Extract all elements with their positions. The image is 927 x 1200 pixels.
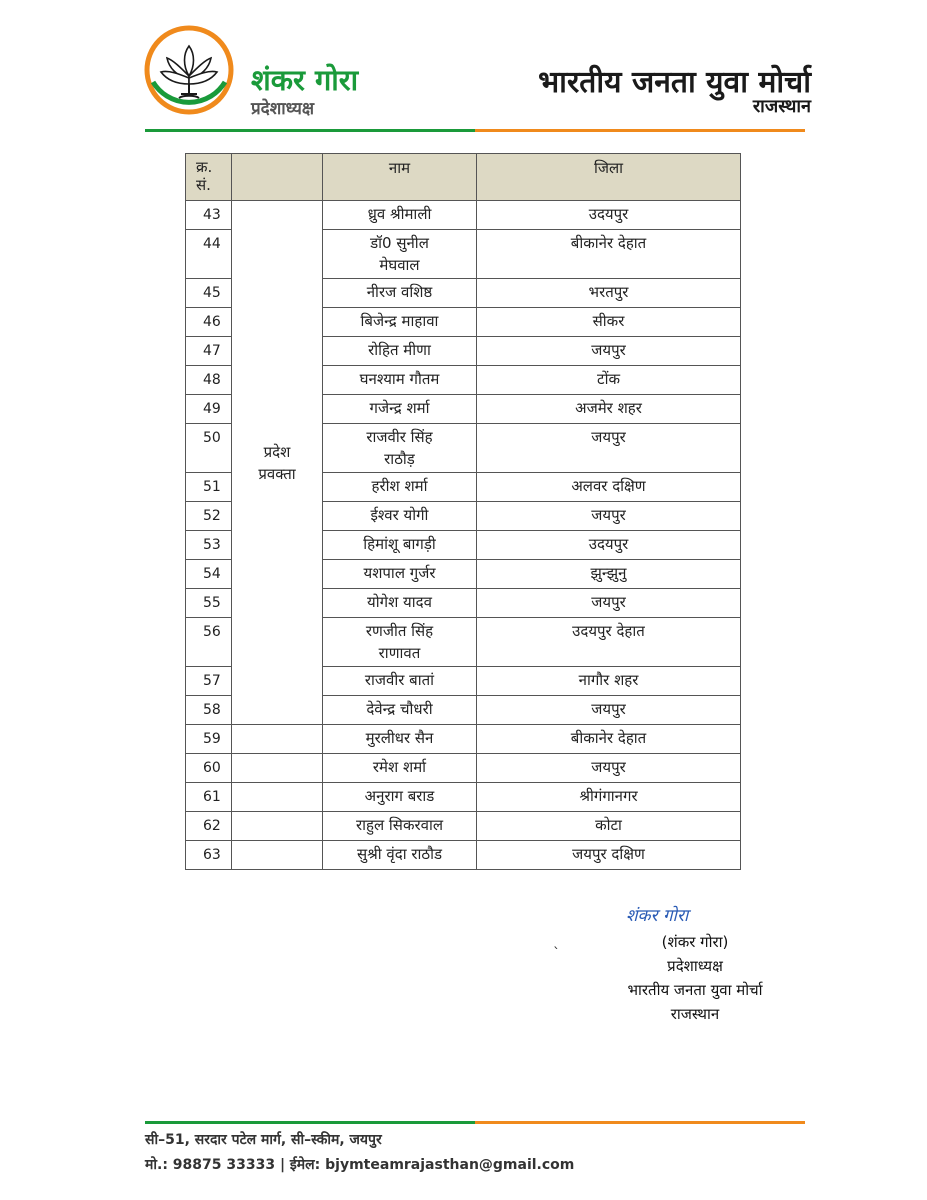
- district-cell: भरतपुर: [477, 279, 741, 308]
- table-row: [186, 841, 741, 870]
- org-name: भारतीय जनता युवा मोर्चा: [538, 65, 811, 100]
- category-cell: [232, 201, 323, 725]
- footer-address: सी–51, सरदार पटेल मार्ग, सी–स्कीम, जयपुर: [145, 1132, 382, 1148]
- serial-number-cell: 59: [186, 725, 232, 754]
- serial-number-cell: 51: [186, 473, 232, 502]
- serial-number-cell: 58: [186, 696, 232, 725]
- name-line: हिमांशू बागड़ी: [363, 535, 436, 553]
- district-cell: उदयपुर: [477, 201, 741, 230]
- name-cell: [323, 754, 477, 783]
- name-cell: [323, 502, 477, 531]
- serial-number-header-line: क्र.: [196, 158, 213, 176]
- serial-number-cell: 47: [186, 337, 232, 366]
- name-line: डॉ0 सुनील: [370, 234, 429, 252]
- name-line: योगेश यादव: [367, 593, 432, 611]
- category-cell-empty: [232, 812, 323, 841]
- name-cell: [323, 812, 477, 841]
- name-cell: [323, 560, 477, 589]
- leader-post: प्रदेशाध्यक्ष: [251, 99, 315, 119]
- category-label-line: प्रवक्ता: [258, 464, 296, 483]
- serial-number-cell: 50: [186, 424, 232, 473]
- serial-number-cell: 57: [186, 667, 232, 696]
- serial-number-cell: 45: [186, 279, 232, 308]
- name-line: मेघवाल: [379, 256, 420, 274]
- name-line: राजवीर बातां: [364, 671, 435, 689]
- table-row: [186, 754, 741, 783]
- name-line: ध्रुव श्रीमाली: [367, 205, 432, 223]
- district-cell: सीकर: [477, 308, 741, 337]
- serial-number-cell: 55: [186, 589, 232, 618]
- name-cell: [323, 424, 477, 473]
- district-cell: बीकानेर देहात: [477, 725, 741, 754]
- name-cell: [323, 308, 477, 337]
- district-cell: उदयपुर: [477, 531, 741, 560]
- name-line: रोहित मीणा: [368, 341, 431, 359]
- lotus-logo-icon: [143, 24, 235, 116]
- signature-line: राजस्थान: [670, 1005, 720, 1023]
- table-row: [186, 201, 741, 230]
- name-line: ईश्वर योगी: [370, 506, 429, 524]
- category-label-line: प्रदेश: [263, 442, 291, 461]
- name-line: देवेन्द्र चौधरी: [366, 700, 433, 718]
- name-line: रमेश शर्मा: [372, 758, 427, 776]
- header-rule-orange: [475, 129, 805, 132]
- name-line: राणावत: [378, 644, 421, 662]
- signature-line: (शंकर गोरा): [661, 933, 729, 951]
- name-cell: [323, 783, 477, 812]
- serial-number-cell: 54: [186, 560, 232, 589]
- name-cell: [323, 337, 477, 366]
- name-cell: [323, 696, 477, 725]
- signature-line: भारतीय जनता युवा मोर्चा: [627, 981, 763, 999]
- district-cell: श्रीगंगानगर: [477, 783, 741, 812]
- name-line: घनश्याम गौतम: [359, 370, 440, 388]
- signature-scrawl: शंकर गोरा: [626, 906, 689, 926]
- district-cell: जयपुर: [477, 589, 741, 618]
- name-cell: [323, 279, 477, 308]
- footer-rule-orange: [475, 1121, 805, 1124]
- table-row: [186, 725, 741, 754]
- header-rule-green: [145, 129, 475, 132]
- name-line: मुरलीधर सैन: [365, 729, 434, 747]
- name-cell: [323, 667, 477, 696]
- district-cell: जयपुर: [477, 502, 741, 531]
- name-cell: [323, 725, 477, 754]
- name-line: यशपाल गुर्जर: [363, 564, 436, 582]
- name-cell: [323, 618, 477, 667]
- district-cell: अजमेर शहर: [477, 395, 741, 424]
- name-line: राजवीर सिंह: [366, 428, 433, 446]
- name-line: गजेन्द्र शर्मा: [369, 399, 430, 417]
- name-cell: [323, 230, 477, 279]
- district-header: जिला: [477, 154, 741, 201]
- name-line: राहुल सिकरवाल: [356, 816, 443, 834]
- serial-number-cell: 61: [186, 783, 232, 812]
- serial-number-cell: 49: [186, 395, 232, 424]
- serial-number-cell: 43: [186, 201, 232, 230]
- category-header: [232, 154, 323, 201]
- category-cell-empty: [232, 725, 323, 754]
- name-cell: [323, 589, 477, 618]
- district-cell: नागौर शहर: [477, 667, 741, 696]
- district-cell: जयपुर: [477, 337, 741, 366]
- serial-number-cell: 44: [186, 230, 232, 279]
- serial-number-cell: 56: [186, 618, 232, 667]
- district-cell: कोटा: [477, 812, 741, 841]
- district-cell: बीकानेर देहात: [477, 230, 741, 279]
- serial-number-cell: 52: [186, 502, 232, 531]
- district-cell: जयपुर: [477, 424, 741, 473]
- serial-number-cell: 53: [186, 531, 232, 560]
- name-cell: [323, 395, 477, 424]
- name-cell: [323, 531, 477, 560]
- serial-number-cell: 63: [186, 841, 232, 870]
- serial-number-header-line: सं.: [196, 176, 211, 194]
- name-line: अनुराग बराड: [364, 787, 435, 805]
- footer-contact: मो.: 98875 33333 | ईमेल: bjymteamrajasthan@gmail.com: [145, 1157, 575, 1173]
- spokespersons-table: [185, 153, 741, 870]
- leader-name: शंकर गोरा: [251, 63, 359, 97]
- district-cell: उदयपुर देहात: [477, 618, 741, 667]
- signature-block: [560, 930, 830, 1026]
- tick-mark: `: [553, 946, 560, 962]
- district-cell: झुन्झुनु: [477, 560, 741, 589]
- table-row: [186, 783, 741, 812]
- signature-line: प्रदेशाध्यक्ष: [667, 957, 723, 975]
- org-state: राजस्थान: [752, 96, 811, 117]
- name-line: हरीश शर्मा: [371, 477, 428, 495]
- district-cell: जयपुर दक्षिण: [477, 841, 741, 870]
- name-cell: [323, 841, 477, 870]
- district-cell: जयपुर: [477, 754, 741, 783]
- district-cell: जयपुर: [477, 696, 741, 725]
- name-cell: [323, 366, 477, 395]
- name-line: रणजीत सिंह: [365, 622, 434, 640]
- name-header: नाम: [323, 154, 477, 201]
- serial-number-header: [186, 154, 232, 201]
- table-header-row: [186, 154, 741, 201]
- table-row: [186, 812, 741, 841]
- serial-number-cell: 46: [186, 308, 232, 337]
- name-cell: [323, 201, 477, 230]
- district-cell: टोंक: [477, 366, 741, 395]
- name-cell: [323, 473, 477, 502]
- name-line: राठौड़: [384, 450, 415, 468]
- serial-number-cell: 60: [186, 754, 232, 783]
- category-cell-empty: [232, 841, 323, 870]
- name-line: सुश्री वृंदा राठौड: [356, 845, 443, 863]
- name-line: बिजेन्द्र माहावा: [360, 312, 439, 330]
- name-line: नीरज वशिष्ठ: [366, 283, 433, 301]
- district-cell: अलवर दक्षिण: [477, 473, 741, 502]
- category-cell-empty: [232, 754, 323, 783]
- footer-rule-green: [145, 1121, 475, 1124]
- category-cell-empty: [232, 783, 323, 812]
- serial-number-cell: 48: [186, 366, 232, 395]
- serial-number-cell: 62: [186, 812, 232, 841]
